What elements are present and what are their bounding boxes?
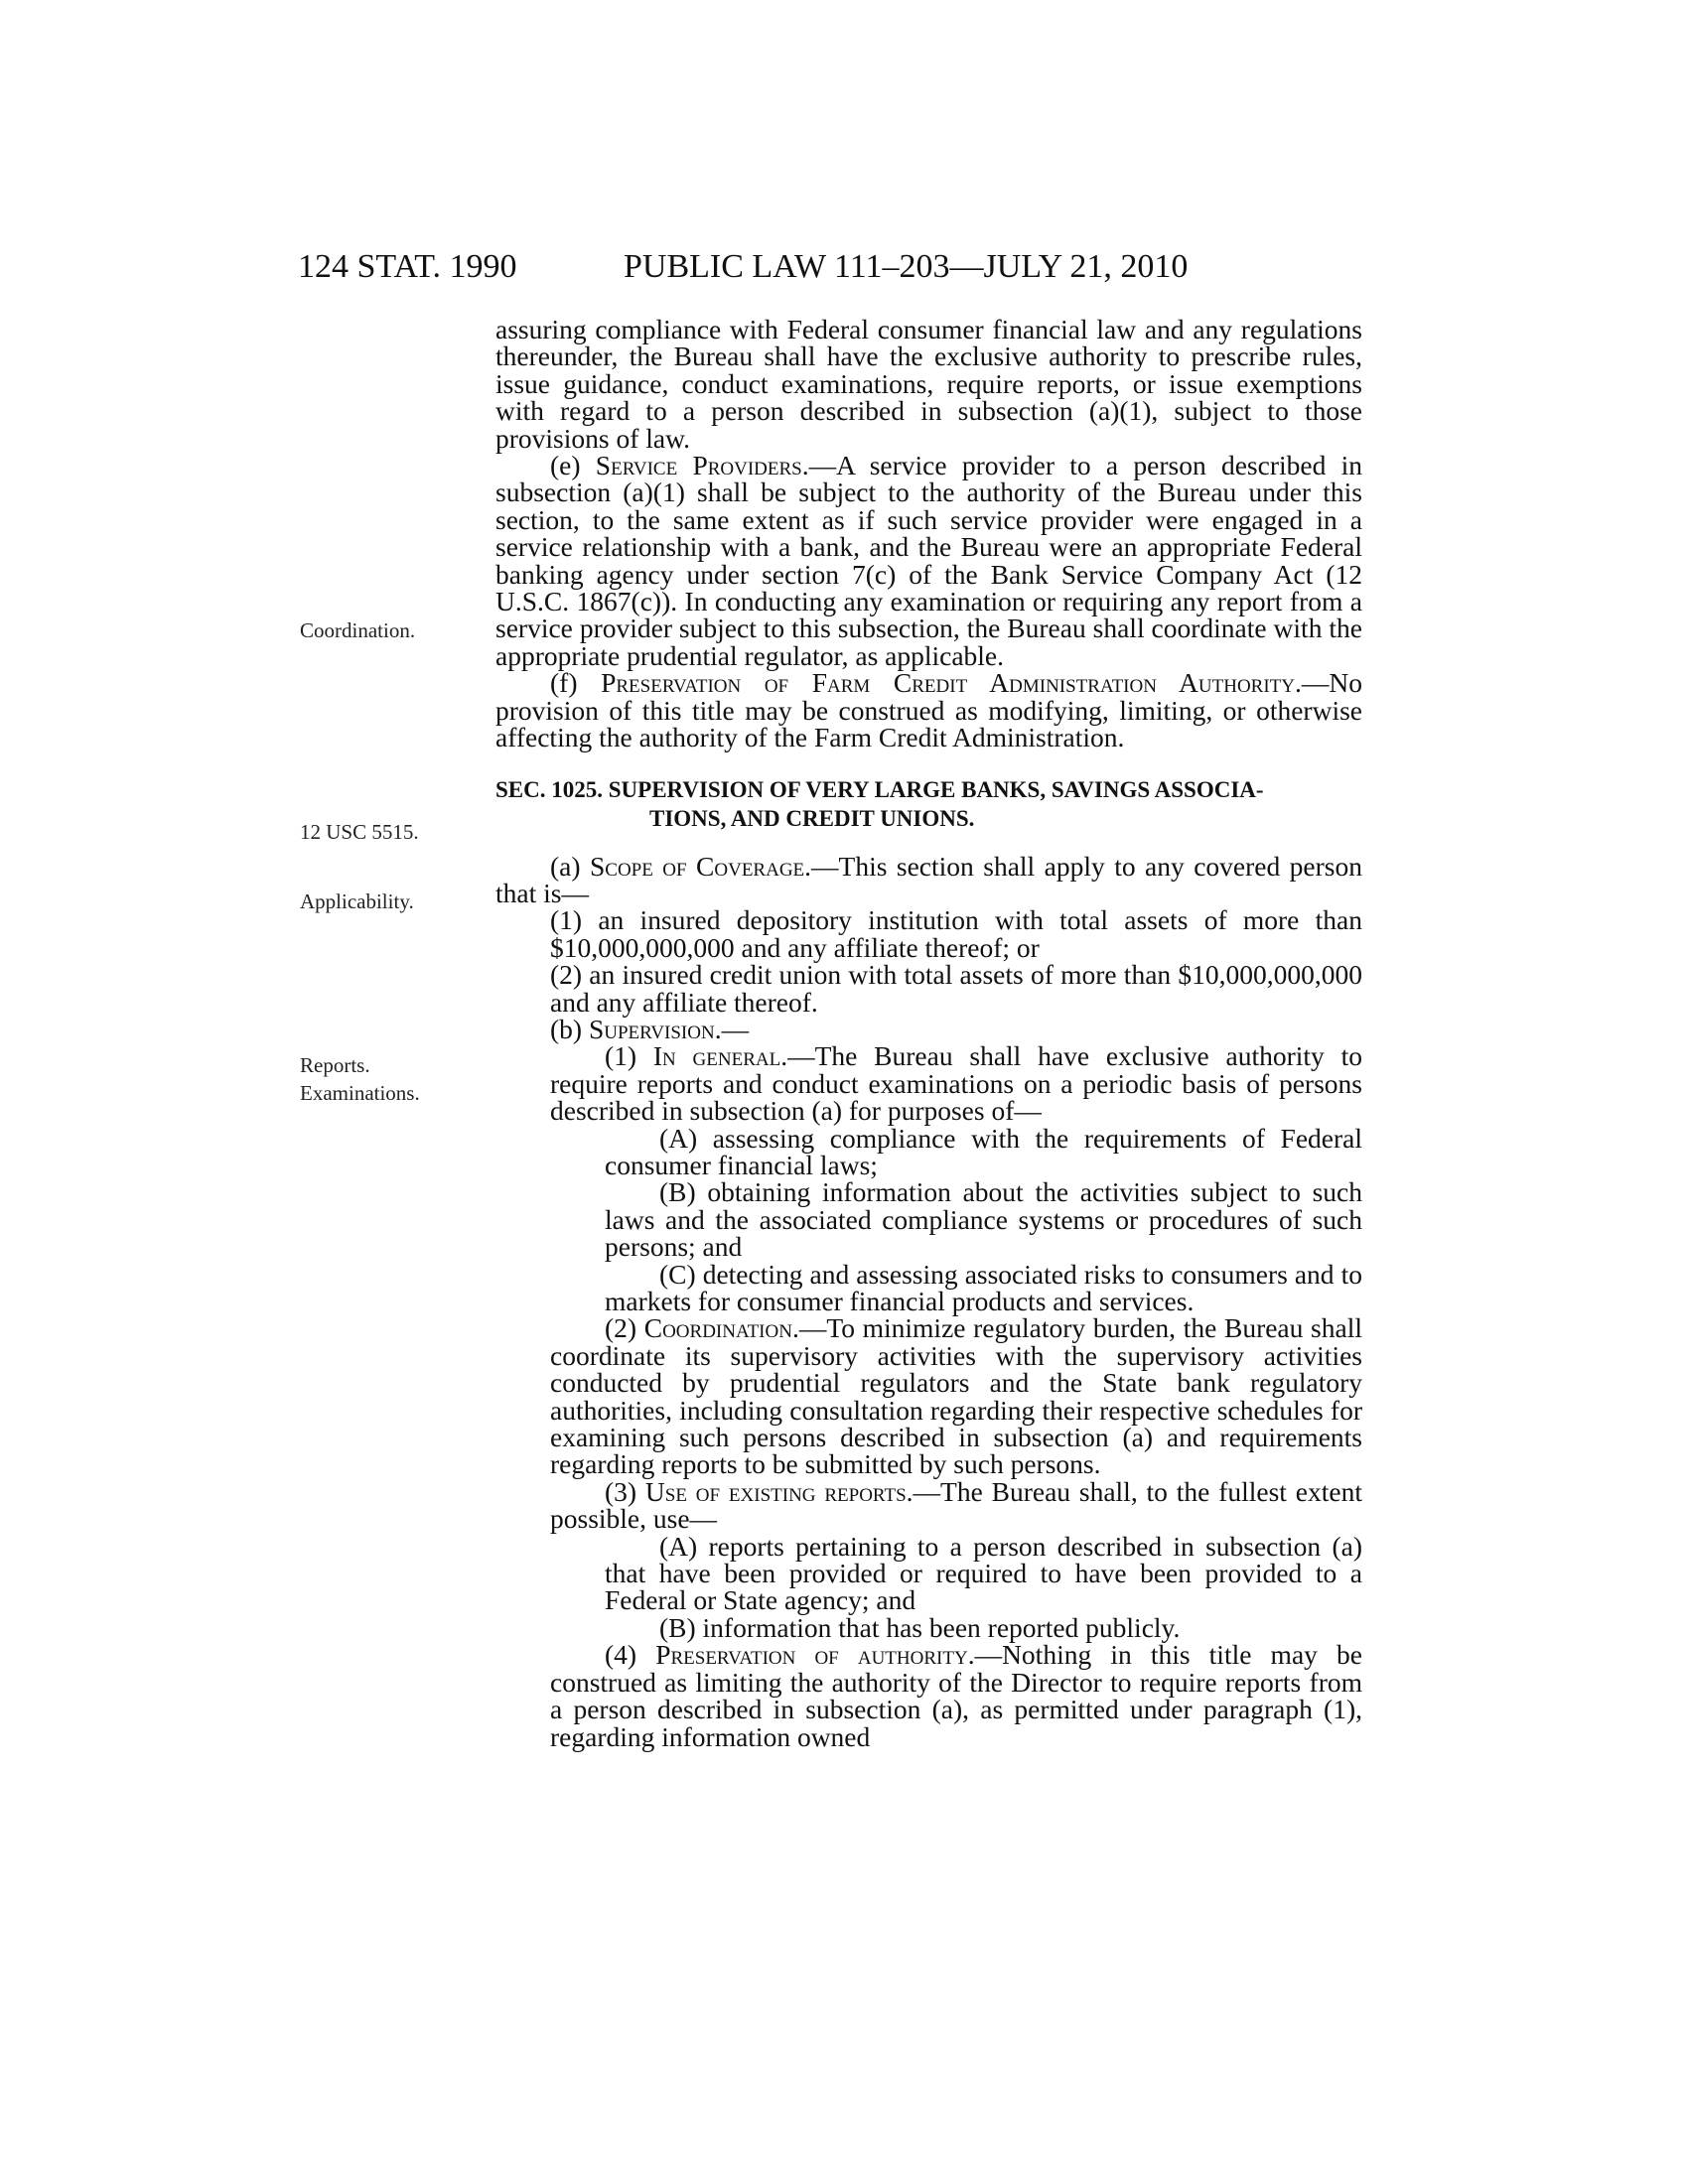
subsection-b-number: (b) — [550, 1013, 589, 1044]
paragraph-b-4-text: .—Nothing in this title may be construed as limiting the authority of the Director to require reports from a person described in subsection (a), as permitted under paragraph (1), regarding information owned — [550, 1639, 1362, 1752]
paragraph-b-4 — [550, 1641, 1362, 1750]
paragraph-a-2: (2) an insured credit union with total assets of more than $10,000,000,000 and any affiliate thereof. — [550, 959, 1362, 1018]
subparagraph-b-1-A: (A) assessing compliance with the requirements of Federal consumer financial laws; — [605, 1122, 1362, 1180]
subsection-a — [495, 850, 1362, 908]
subsection-e — [495, 452, 1362, 669]
subsection-f — [495, 669, 1362, 751]
paragraph-b-3 — [550, 1475, 1362, 1535]
public-law-title: PUBLIC LAW 111–203—JULY 21, 2010 — [624, 248, 1189, 285]
document-body — [495, 316, 1362, 1750]
margin-note-usc: 12 USC 5515. — [300, 820, 419, 844]
paragraph-b-2-heading: Coordination — [643, 1312, 792, 1344]
page-header — [0, 244, 1688, 290]
subparagraph-b-3-A: (A) reports pertaining to a person described in subsection (a) that have been provided or required to have been provided to a Federal or State agency; and — [605, 1530, 1362, 1616]
subsection-e-heading: Service Providers — [595, 450, 802, 481]
subsection-a-text: .—This section shall apply to any covered person that is— — [495, 850, 1362, 908]
paragraph-b-3-number: (3) — [605, 1475, 645, 1507]
subsection-e-text: .—A service provider to a person described in subsection (a)(1) shall be subject to the authority of the Bureau under this section, to the same extent as if such service provider were engaged in a service relationship with a bank, and the Bureau were an appropriate Federal banking agency under section 7(c) of the Bank Service Company Act (12 U.S.C. 1867(c)). In conducting any examination or requiring any report from a service provider subject to this subsection, the Bureau shall coordinate with the appropriate prudential regulator, as applicable. — [495, 450, 1363, 671]
paragraph-b-2 — [550, 1312, 1362, 1480]
subparagraph-b-1-C: (C) detecting and assessing associated risks to consumers and to markets for consumer financial products and services. — [605, 1258, 1362, 1316]
section-heading-line-1: SEC. 1025. SUPERVISION OF VERY LARGE BANKS, SAVINGS ASSOCIA- — [495, 776, 1264, 802]
paragraph-b-3-heading: Use of existing reports — [644, 1475, 907, 1507]
subparagraph-b-1-B: (B) obtaining information about the activities subject to such laws and the associated compliance systems or procedures of such persons; and — [605, 1176, 1362, 1263]
subsection-a-heading: Scope of Coverage — [589, 850, 805, 882]
subsection-b — [495, 1013, 1362, 1044]
paragraph-b-2-number: (2) — [605, 1312, 644, 1344]
subsection-f-text: .—No provision of this title may be construed as modifying, limiting, or otherwise affecting the authority of the Farm Credit Administration. — [495, 667, 1362, 753]
paragraph-b-2-text: .—To minimize regulatory burden, the Bureau shall coordinate its supervisory activities with the supervisory activities conducted by prudential regulators and the State bank regulatory authorities, including consultation regarding their respective schedules for examining such persons described in subsection (a) and requirements regarding reports to be submitted by such persons. — [550, 1312, 1362, 1480]
statute-page-reference: 124 STAT. 1990 — [298, 248, 517, 285]
subparagraph-b-3-B: (B) information that has been reported publicly. — [659, 1611, 1181, 1643]
paragraph-a-1: (1) an insured depository institution with total assets of more than $10,000,000,000 and any affiliate thereof; or — [550, 904, 1362, 963]
subsection-b-heading: Supervision — [588, 1013, 715, 1044]
paragraph-b-1-text: .—The Bureau shall have exclusive authority to require reports and conduct examinations on a periodic basis of persons described in subsection (a) for purposes of— — [550, 1040, 1362, 1127]
paragraph-b-1 — [550, 1040, 1362, 1127]
paragraph-b-1-number: (1) — [605, 1040, 653, 1072]
section-heading — [495, 775, 1362, 833]
paragraph-b-3-text: .—The Bureau shall, to the fullest extent possible, use— — [550, 1475, 1362, 1535]
subsection-f-heading: Preservation of Farm Credit Administration Authority — [601, 667, 1295, 699]
margin-note-coordination: Coordination. — [300, 618, 416, 642]
paragraph-continued: assuring compliance with Federal consumer financial law and any regulations thereunder, the Bureau shall have the exclusive authority to prescribe rules, issue guidance, conduct examinations, require reports, or issue exemptions with regard to a person described in subsection (a)(1), subject to those provisions of law. — [495, 314, 1362, 454]
margin-note-reports: Reports. — [300, 1053, 370, 1077]
margin-note-examinations: Examinations. — [300, 1081, 420, 1105]
subsection-b-text: .— — [714, 1013, 750, 1044]
margin-note-applicability: Applicability. — [300, 889, 414, 913]
paragraph-b-1-heading: In general — [652, 1040, 781, 1072]
paragraph-b-4-heading: Preservation of authority — [655, 1639, 968, 1671]
subsection-a-number: (a) — [550, 850, 590, 882]
subsection-f-number: (f) — [550, 667, 602, 699]
section-heading-line-2: TIONS, AND CREDIT UNIONS. — [649, 805, 975, 831]
paragraph-b-4-number: (4) — [605, 1639, 656, 1671]
subsection-e-number: (e) — [550, 450, 596, 481]
